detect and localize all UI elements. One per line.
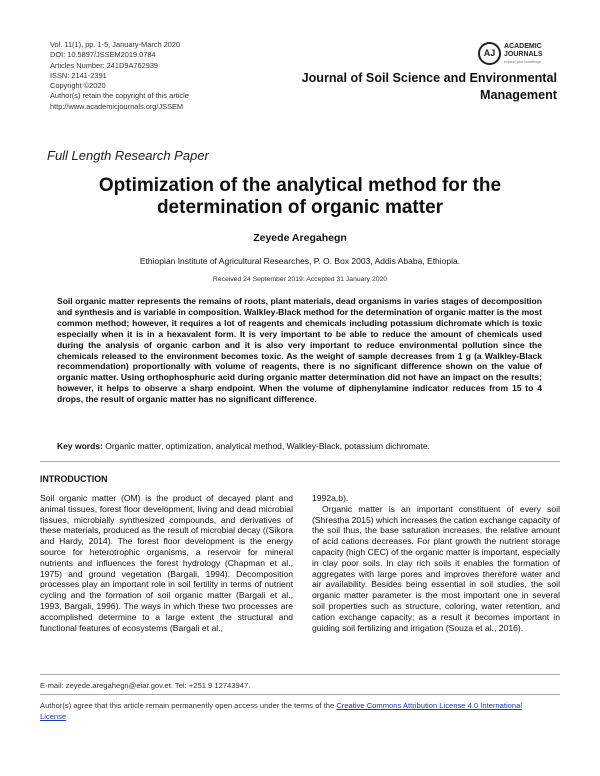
author-name: Zeyede Aregahegn [253,232,347,244]
license-divider [40,694,560,695]
footer-divider [40,674,560,675]
keywords-list: Organic matter, optimization, analytical method, Walkley-Black, potassium dichromate. [105,441,430,451]
received-accepted-dates: Received 24 September 2019; Accepted 31 January 2020 [212,276,388,283]
journal-url-line[interactable]: http://www.academicjournals.org/JSSEM [50,101,184,111]
keywords-label: Key words: [57,441,103,451]
left-column [40,493,293,633]
intro-paragraph-1: Soil organic matter (OM) is the product of decayed plant and animal tissues, forest floor development, living and dead microbial tissues, microbially synthesized compounds, and derivatives of these materials, produced as the result of microbial decay ((Sikora and Hardy, 2014). The forest floor development is the energy source for heterotrophic organisms, a reservoir for mineral nutrients and influences the forest hydrology (Chapman et al., 1975) and ground vegetation (Bargali, 1994). Decomposition processes play an important role in soil fertility in terms of nutrient cycling and the formation of soil organic matter (Bargali et al., 1993, Bargali, 1996). The ways in which these two processes are accomplished determine to a large extent the structural and functional features of ecosystems (Bargali et al., [40,493,293,633]
abstract: Soil organic matter represents the remains of roots, plant materials, dead organisms in varies stages of decomposition and synthesis and is variable in composition. Walkley-Black method for the determination of organic matter is the most common method; however, it requires a lot of reagents and chemicals including potassium dichromate which is toxic especially when it is in a hexavalent form. It is very important to be able to reduce the amount of chemicals used during the analysis of organic carbon and it is also very important to reduce environmental pollution since the chemicals released to the environment becomes toxic. As the weight of sample decreases from 1 g (a Walkley-Black recommendation) proportionally with volume of reagents, there is no significant difference shown on the value of organic matter. Using orthophosphuric acid during organic matter determination did not have an impact on the results; however, it helps to observe a sharp endpoint. When the volume of diphenylamine indicator reduces from 15 to 4 drops, the result of organic matter has no significant difference. [57,296,542,405]
paper-type: Full Length Research Paper [47,148,209,163]
intro-paragraph-1-continued: 1992a,b). [312,493,349,503]
issn-line: ISSN: 2141-2391 [50,70,107,80]
copyright-line: Copyright ©2020 [50,81,106,91]
logo-tagline: expand your knowledge [504,60,541,64]
copyright-retain-line: Author(s) retain the copyright of this article [50,91,189,101]
article-metadata [50,40,189,112]
intro-paragraph-2: Organic matter is an important constituent of every soil (Shrestha 2015) which increases the cation exchange capacity of the soil thus, the base saturation increases, the relative amount of acid cations decreases. For plant growth the nutrient storage capacity (high CEC) of the organic matter is important, especially in clay poor soils. In clay rich soils it enables the formation of aggregates with large pores and improves therefore water and air availability. Besides being essential in soil studies, the soil organic matter parameter is the most important one in several soil properties such as structure, coloring, water retention, and cation exchange capacity; as a result it becomes important in guiding soil fertilizing and irrigation (Souza et al., 2016). [312,503,560,633]
journal-title: Journal of Soil Science and Environmental Management [301,71,557,102]
corresponding-email: E-mail: zeyede.aregahegn@eiar.gov.et. Tel: +251 9 12743947. [40,681,251,690]
right-column [312,493,560,633]
license-notice [40,700,550,722]
logo-wordmark: ACADEMIC JOURNALS [504,43,543,58]
academic-journals-logo [478,42,590,66]
section-heading-introduction: INTRODUCTION [40,474,108,484]
doi-line: DOI: 10.5897/JSSEM2019.0784 [50,50,156,60]
abstract-divider [40,461,560,462]
aj-logo-icon: AJ [478,42,501,65]
paper-title: Optimization of the analytical method for the determination of organic matter [98,175,502,218]
article-number-line: Articles Number: 241D9A762939 [50,60,159,70]
keywords [57,441,430,451]
license-link[interactable]: Creative Commons Attribution License 4.0 International License [40,701,523,721]
author-affiliation: Ethiopian Institute of Agricultural Researches, P. O. Box 2003, Addis Ababa, Ethiopia. [139,256,461,266]
volume-line: Vol. 11(1), pp. 1-5, January-March 2020 [50,40,181,49]
license-text: Author(s) agree that this article remain permanently open access under the terms of the [40,701,337,710]
